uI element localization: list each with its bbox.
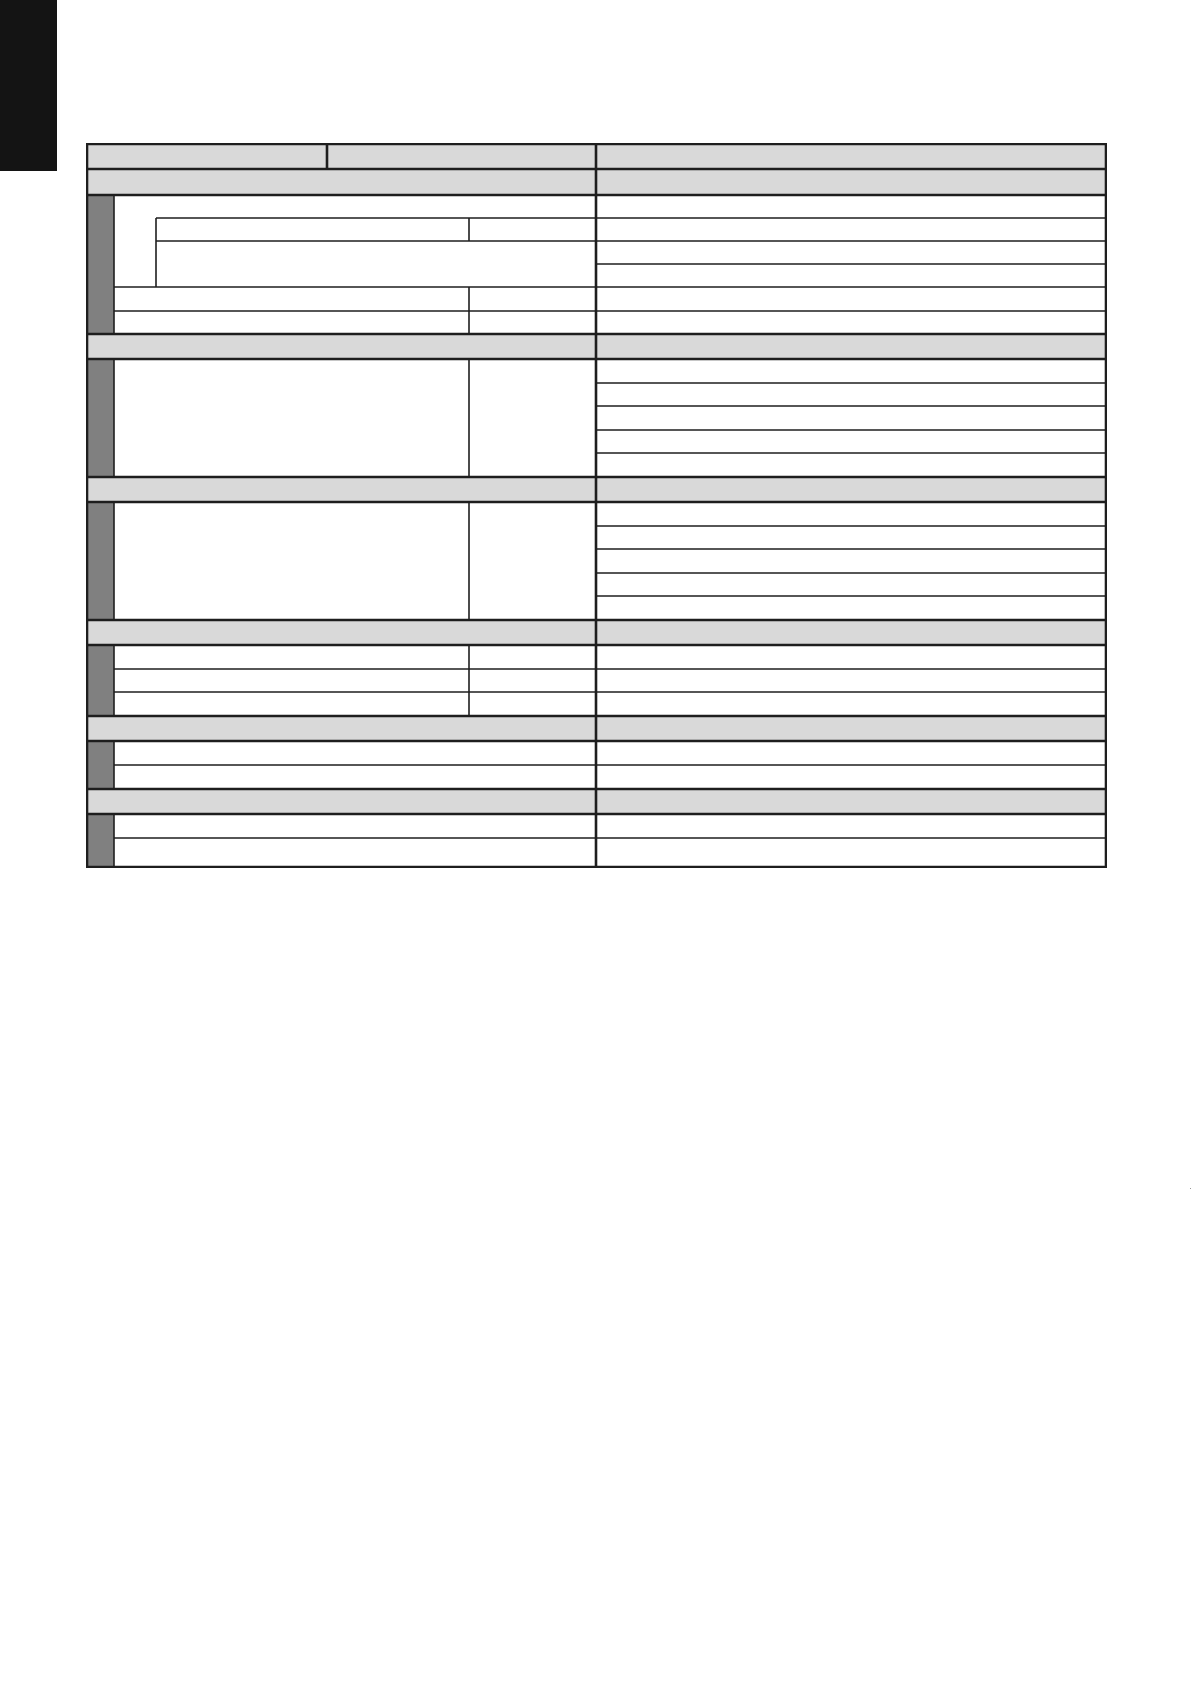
section-6-sidebar bbox=[86, 814, 114, 868]
section-5-row-1-cell-1-text bbox=[114, 741, 596, 749]
section-1-row-2-cell-3-text bbox=[596, 218, 1107, 226]
section-1-row-6-cell-1-text bbox=[114, 311, 469, 319]
section-3-row-4-cell-1-text bbox=[596, 573, 1107, 581]
section-1-row-2-cell-2 bbox=[469, 218, 596, 241]
section-4-row-1-cell-1-text bbox=[114, 645, 469, 653]
section-5-row-1-cell-2-text bbox=[596, 741, 1107, 749]
section-1-row-2-cell-1 bbox=[156, 218, 469, 241]
section-6-row-2-cell-1-text bbox=[114, 838, 596, 846]
section-1-header-left-text bbox=[86, 169, 596, 177]
section-6-row-1-cell-2 bbox=[596, 814, 1107, 838]
section-4-row-2-cell-1 bbox=[114, 669, 469, 692]
section-6-header-right bbox=[596, 789, 1107, 814]
section-2-row-1-cell-1-text bbox=[596, 359, 1107, 367]
section-1-row-1-cell-1 bbox=[114, 195, 596, 218]
section-4-row-2-cell-3 bbox=[596, 669, 1107, 692]
section-1-row-3-cell-1 bbox=[156, 241, 596, 264]
section-4-row-3-cell-2 bbox=[469, 692, 596, 716]
section-4-row-3-cell-3 bbox=[596, 692, 1107, 716]
section-3-row-5-cell-1-text bbox=[596, 596, 1107, 604]
section-1-row-4-cell-1 bbox=[596, 264, 1107, 287]
section-6-row-1-cell-2-text bbox=[596, 814, 1107, 822]
section-4-row-1-cell-3-text bbox=[596, 645, 1107, 653]
column-header-1-text bbox=[86, 143, 327, 151]
column-header-3-text bbox=[596, 143, 1107, 151]
section-3-header-left-text bbox=[86, 477, 596, 485]
section-1-row-5-cell-2-text bbox=[469, 287, 596, 295]
section-5-header-left-text bbox=[86, 716, 596, 724]
section-6-row-2-cell-2 bbox=[596, 838, 1107, 861]
section-1-row-5-cell-3 bbox=[596, 287, 1107, 311]
column-header-3 bbox=[596, 143, 1107, 169]
section-5-row-2-cell-1-text bbox=[114, 765, 596, 773]
section-6-header-left-text bbox=[86, 789, 596, 797]
section-4-header-left-text bbox=[86, 620, 596, 628]
section-5-row-2-cell-2 bbox=[596, 765, 1107, 789]
section-4-row-1-cell-3 bbox=[596, 645, 1107, 669]
section-2-header-left bbox=[86, 334, 596, 359]
section-6-header-left bbox=[86, 789, 596, 814]
section-2-row-1-cell-1 bbox=[596, 359, 1107, 383]
section-5-row-1-cell-2 bbox=[596, 741, 1107, 765]
section-1-header-right bbox=[596, 169, 1107, 195]
section-4-row-1-cell-2-text bbox=[469, 645, 596, 653]
section-4-row-3-cell-1-text bbox=[114, 692, 469, 700]
section-5-header-right bbox=[596, 716, 1107, 741]
section-1-row-2-cell-2-text bbox=[469, 218, 596, 226]
section-3-header-left bbox=[86, 477, 596, 502]
section-1-row-6-cell-2-text bbox=[469, 311, 596, 319]
section-1-row-5-cell-1 bbox=[114, 287, 469, 311]
section-1-row-5-cell-2 bbox=[469, 287, 596, 311]
section-3-row-2-cell-1 bbox=[596, 526, 1107, 549]
column-header-2 bbox=[327, 143, 596, 169]
section-1-row-6-cell-1 bbox=[114, 311, 469, 334]
section-2-row-5-cell-1-text bbox=[596, 453, 1107, 461]
section-2-header-left-text bbox=[86, 334, 596, 342]
section-1-header-left bbox=[86, 169, 596, 195]
section-1-row-6-cell-3 bbox=[596, 311, 1107, 334]
section-2-row-4-cell-1 bbox=[596, 430, 1107, 453]
section-4-header-right-text bbox=[596, 620, 1107, 628]
section-5-row-2-cell-1 bbox=[114, 765, 596, 789]
section-2-sidebar bbox=[86, 359, 114, 477]
section-2-row-3-cell-1-text bbox=[596, 406, 1107, 414]
section-5-header-left bbox=[86, 716, 596, 741]
column-header-1 bbox=[86, 143, 327, 169]
section-4-row-3-cell-1 bbox=[114, 692, 469, 716]
column-header-2-text bbox=[327, 143, 596, 151]
section-4-sidebar bbox=[86, 645, 114, 716]
section-6-row-2-cell-1 bbox=[114, 838, 596, 861]
section-1-header-right-text bbox=[596, 169, 1107, 177]
section-5-sidebar bbox=[86, 741, 114, 789]
section-1-row-5-cell-3-text bbox=[596, 287, 1107, 295]
section-1-row-2-cell-3 bbox=[596, 218, 1107, 241]
section-4-row-2-cell-2 bbox=[469, 669, 596, 692]
section-3-sidebar bbox=[86, 502, 114, 620]
section-1-row-6-cell-3-text bbox=[596, 311, 1107, 319]
section-1-row-3-cell-2 bbox=[596, 241, 1107, 264]
section-2-row-2-cell-1-text bbox=[596, 383, 1107, 391]
section-4-row-3-cell-2-text bbox=[469, 692, 596, 700]
section-4-row-3-cell-3-text bbox=[596, 692, 1107, 700]
section-1-sidebar bbox=[86, 195, 114, 334]
section-2-header-right bbox=[596, 334, 1107, 359]
section-4-row-1-cell-1 bbox=[114, 645, 469, 669]
section-4-row-2-cell-1-text bbox=[114, 669, 469, 677]
section-5-row-2-cell-2-text bbox=[596, 765, 1107, 773]
section-2-row-4-cell-1-text bbox=[596, 430, 1107, 438]
section-1-row-1-cell-1-text bbox=[114, 195, 596, 203]
section-6-row-1-cell-1 bbox=[114, 814, 596, 838]
section-5-row-1-cell-1 bbox=[114, 741, 596, 765]
section-3-row-1-cell-1-text bbox=[596, 502, 1107, 510]
section-4-header-left bbox=[86, 620, 596, 645]
section-4-row-2-cell-2-text bbox=[469, 669, 596, 677]
section-3-row-3-cell-1-text bbox=[596, 549, 1107, 557]
section-6-row-1-cell-1-text bbox=[114, 814, 596, 822]
section-4-row-2-cell-3-text bbox=[596, 669, 1107, 677]
section-6-row-2-cell-2-text bbox=[596, 838, 1107, 846]
section-5-header-right-text bbox=[596, 716, 1107, 724]
section-2-row-2-cell-1 bbox=[596, 383, 1107, 406]
section-1-row-6-cell-2 bbox=[469, 311, 596, 334]
section-4-row-1-cell-2 bbox=[469, 645, 596, 669]
section-2-row-5-cell-1 bbox=[596, 453, 1107, 477]
spec-table bbox=[86, 143, 1107, 868]
section-2-header-right-text bbox=[596, 334, 1107, 342]
section-6-header-right-text bbox=[596, 789, 1107, 797]
section-1-row-1-cell-2-text bbox=[596, 195, 1107, 203]
section-3-header-right-text bbox=[596, 477, 1107, 485]
section-1-row-1-cell-2 bbox=[596, 195, 1107, 218]
page-edge-tab bbox=[0, 0, 57, 171]
section-1-row-4-cell-1-text bbox=[596, 264, 1107, 272]
section-1-row-3-cell-2-text bbox=[596, 241, 1107, 249]
section-1-row-3-cell-1-text bbox=[156, 241, 596, 249]
section-3-row-4-cell-1 bbox=[596, 573, 1107, 596]
section-2-row-3-cell-1 bbox=[596, 406, 1107, 430]
section-3-row-3-cell-1 bbox=[596, 549, 1107, 573]
section-1-row-5-cell-1-text bbox=[114, 287, 469, 295]
section-3-row-1-cell-1 bbox=[596, 502, 1107, 526]
section-3-row-2-cell-1-text bbox=[596, 526, 1107, 534]
section-3-row-5-cell-1 bbox=[596, 596, 1107, 620]
section-3-header-right bbox=[596, 477, 1107, 502]
section-4-header-right bbox=[596, 620, 1107, 645]
section-1-row-2-cell-1-text bbox=[156, 218, 469, 226]
